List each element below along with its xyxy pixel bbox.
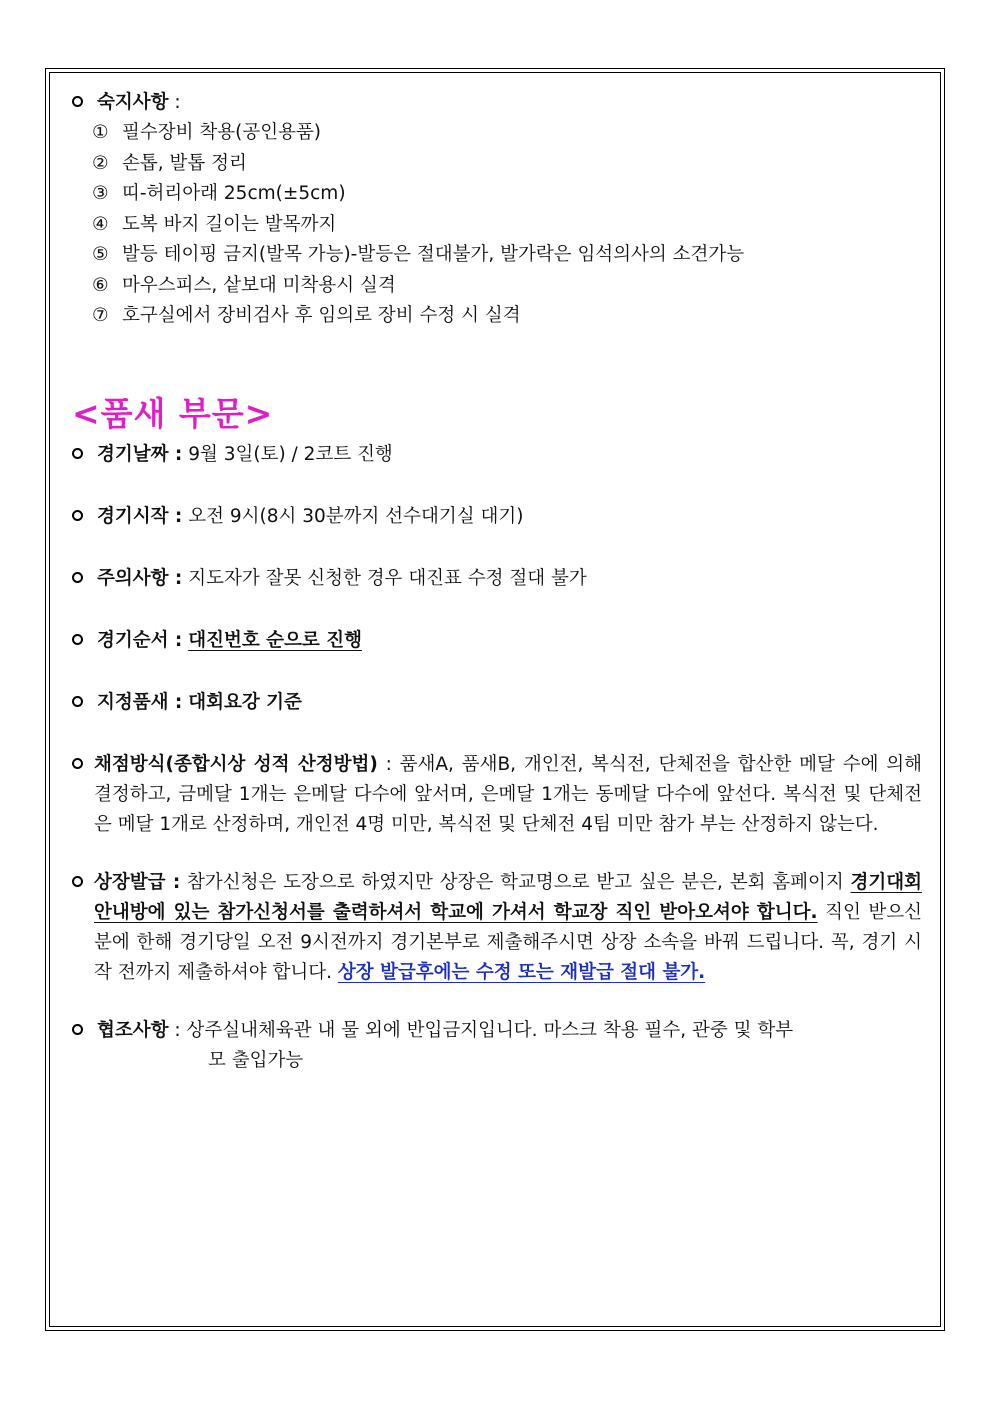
list-item: ① 필수장비 착용(공인용품): [92, 122, 322, 143]
caution: 주의사항 : 지도자가 잘못 신청한 경우 대진표 수정 절대 불가: [72, 564, 922, 594]
document-body: [72, 88, 922, 1076]
list-item: ⑦ 호구실에서 장비검사 후 임의로 장비 수정 시 실격: [92, 305, 521, 326]
designated-poomsae: 지정품새 : 대회요강 기준: [72, 688, 922, 718]
list-item: ② 손톱, 발톱 정리: [92, 152, 247, 174]
award-issuance: 상장발급 : 참가신청은 도장으로 하였지만 상장은 학교명으로 받고 싶은 분은, 본회 홈페이지 경기대회안내방에 있는 참가신청서를 출력하셔서 학교에 가셔서 학교장 직인 받아오셔야 합니다. 직인 받으신 분에 한해 경기당일 오전 9시전까지 경기본부로 제출해주시면 상장 소속을 바꿔 드립니다. 꼭, 경기 시작 전까지 제출하셔야 합니다. 상장 발급후에는 수정 또는 재발급 절대 불가.: [72, 868, 922, 988]
precautions-colon: :: [168, 92, 181, 113]
match-order: 경기순서 : 대진번호 순으로 진행: [72, 626, 922, 656]
circle-bullet-icon: [72, 696, 83, 707]
circle-bullet-icon: [72, 572, 83, 583]
cooperation-continued: 모 출입가능: [208, 1049, 304, 1071]
circle-bullet-icon: [72, 510, 83, 521]
circle-bullet-icon: [72, 96, 83, 107]
circle-bullet-icon: [72, 448, 83, 459]
list-item: ③ 띠-허리아래 25cm(±5cm): [92, 183, 346, 204]
precautions-label: 숙지사항: [97, 92, 169, 113]
circle-bullet-icon: [72, 758, 83, 769]
circle-bullet-icon: [72, 876, 83, 887]
section-title: <품새 부문>: [72, 393, 274, 433]
precautions-list: [92, 118, 922, 332]
list-item: ⑥ 마우스피스, 샅보대 미착용시 실격: [92, 274, 396, 296]
list-item: ⑤ 발등 테이핑 금지(발목 가능)-발등은 절대불가, 발가락은 임석의사의 소견가능: [92, 244, 745, 265]
match-date: 경기날짜 : 9월 3일(토) / 2코트 진행: [72, 440, 922, 470]
cooperation: 협조사항 : 상주실내체육관 내 물 외에 반입금지입니다. 마스크 착용 필수, 관중 및 학부: [72, 1016, 922, 1046]
circle-bullet-icon: [72, 634, 83, 645]
match-start: 경기시작 : 오전 9시(8시 30분까지 선수대기실 대기): [72, 502, 922, 532]
list-item: ④ 도복 바지 길이는 발목까지: [92, 213, 337, 235]
precautions-heading: [72, 88, 922, 118]
circle-bullet-icon: [72, 1024, 83, 1035]
scoring-method: 채점방식(종합시상 성적 산정방법) : 품새A, 품새B, 개인전, 복식전, 단체전을 합산한 메달 수에 의해 결정하고, 금메달 1개는 은메달 다수에 앞서며, 은메달 1개는 동메달 다수에 앞선다. 복식전 및 단체전은 메달 1개로 산정하며, 개인전 4명 미만, 복식전 및 단체전 4팀 미만 참가 부는 산정하지 않는다.: [72, 750, 922, 840]
